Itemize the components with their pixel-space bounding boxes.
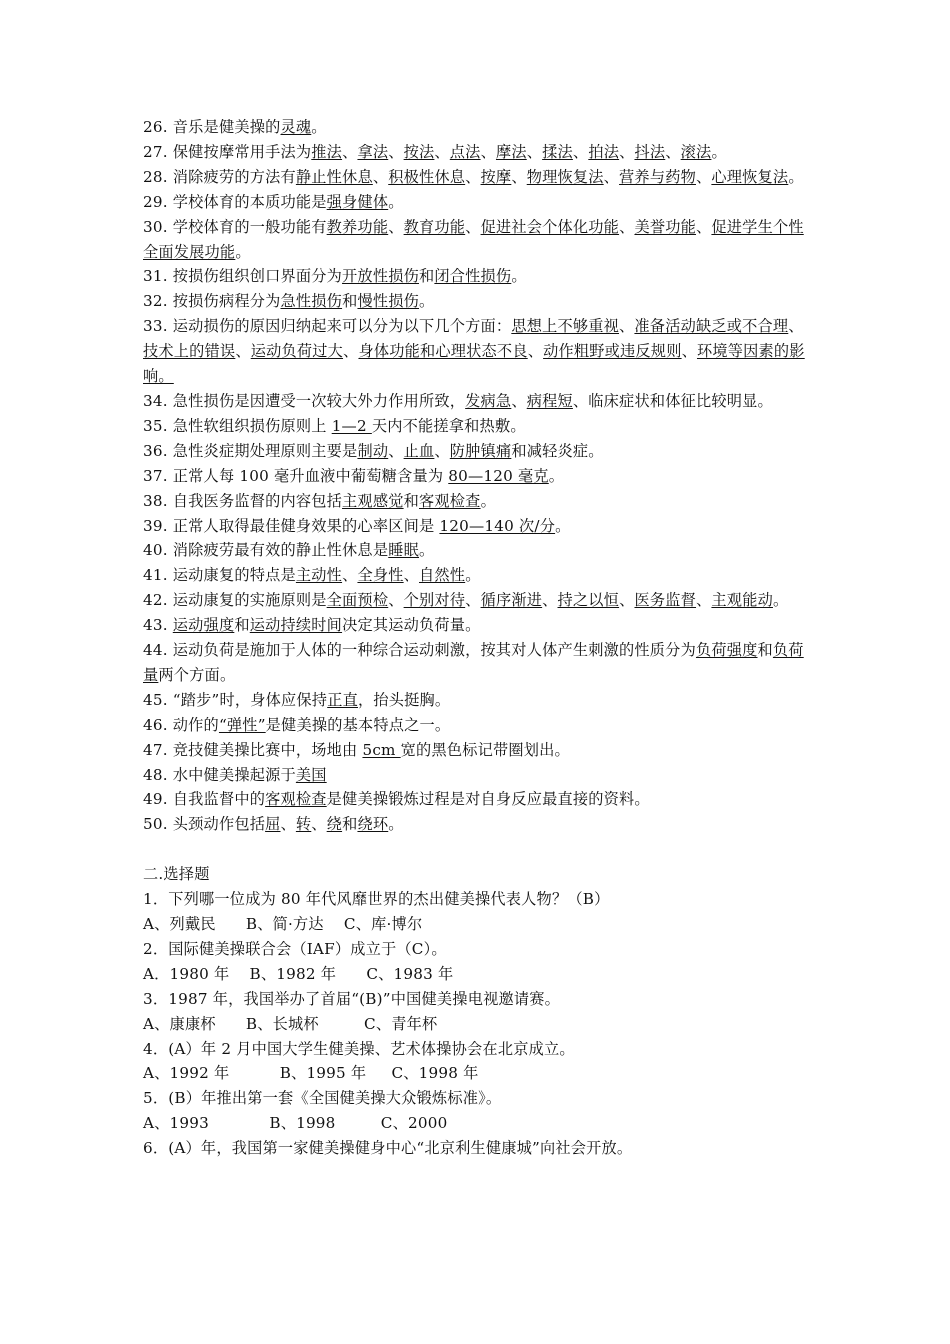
multiple-choice-list [143,887,811,1161]
answer-text: 营养与药物 [619,167,696,186]
answer-text: 医务监督 [634,591,697,610]
choice-options: A、列戴民 B、简·方达 C、库·博尔 [143,914,423,933]
question-text: 31. 按损伤组织创口界面分为 [143,267,343,286]
question-text: 。 [235,242,251,261]
answer-text: 80—120 毫克 [448,466,549,485]
question-text: 。 [388,815,404,834]
question-text: 、 [695,167,712,186]
question-text: 。 [419,541,435,560]
question-text: 宽的黑色标记带圈划出。 [400,740,570,759]
question-text: 50. 头颈动作包括 [143,815,266,834]
question-text: 、 [280,815,296,834]
choice-options: A、1992 年 B、1995 年 C、1998 年 [143,1064,479,1083]
question-text: 、 [619,317,635,336]
answer-text: 绕环 [357,815,389,834]
question-text: 34. 急性损伤是因遭受一次较大外力作用所致， [143,391,466,410]
fill-question [143,165,811,190]
question-text: 38. 自我医务监督的内容包括 [143,491,343,510]
answer-text: 促进学生个性全面发展功能 [143,217,804,261]
fill-question [143,115,811,140]
answer-text: 闭合性损伤 [434,267,512,286]
question-text: 、 [388,591,404,610]
question-text: 、 [619,217,635,236]
fill-question [143,215,811,265]
question-text: 、 [542,591,558,610]
question-text: 、 [603,167,620,186]
question-text: 和 [342,292,358,311]
question-text: 、 [465,591,481,610]
question-text: 。 [511,267,527,286]
question-text: 41. 运动康复的特点是 [143,566,296,585]
answer-text: 身体功能和心理状态不良 [358,342,528,361]
choice-question: 5．(B）年推出第一套《全国健美操大众锻炼标准》。 [143,1089,502,1108]
choice-question: 4．(A）年 2 月中国大学生健美操、艺术体操协会在北京成立。 [143,1039,575,1058]
question-text: 。 [711,142,727,161]
question-text: 28. 消除疲劳的方法有 [143,167,296,186]
question-text: 。 [311,118,327,136]
question-text: 26. 音乐是健美操的 [143,118,281,136]
question-text: 和 [403,491,419,510]
question-text: 43. [143,616,173,635]
section-title: 二.选择题 [143,865,210,884]
answer-text: 运动持续时间 [249,616,343,635]
answer-text: 拍法 [588,142,620,161]
question-text: 是健美操的基本特点之一。 [265,715,451,734]
question-text: 、临床症状和体征比较明显。 [572,391,773,410]
answer-text: 点法 [449,142,481,161]
answer-text: 主动性 [295,566,343,585]
question-text: 、 [342,566,358,585]
fill-question [143,538,811,563]
fill-question [143,713,811,738]
answer-text: 开放性损伤 [342,267,419,286]
question-text: 37. 正常人每 100 毫升血液中葡萄糖含量为 [143,466,449,485]
question-text: 、 [388,441,404,460]
question-text: 36. 急性炎症期处理原则主要是 [143,441,358,460]
question-text: 、 [572,142,589,161]
answer-text: 推法 [311,142,343,161]
question-text: 49. 自我监督中的 [143,790,266,809]
question-text: 。 [548,466,565,485]
fill-question [143,389,811,414]
answer-text: 按摩 [480,167,512,186]
question-text: 30. 学校体育的一般功能有 [143,217,327,236]
question-text: 和 [757,641,773,660]
answer-text: 动作粗野或违反规则 [543,342,682,361]
question-text: 和 [234,616,250,635]
choice-options: A、1993 B、1998 C、2000 [143,1114,448,1133]
question-text: 40. 消除疲劳最有效的静止性休息是 [143,541,389,560]
answer-text: 自然性 [419,566,466,585]
document-content [143,115,811,1161]
answer-text: 慢性损伤 [357,292,420,311]
fill-in-blank-list [143,115,811,837]
question-text: 。 [419,292,435,311]
question-text: 、 [788,317,804,336]
question-text: 和 [342,815,358,834]
answer-text: 促进社会个体化功能 [480,217,620,236]
question-text: 29. 学校体育的本质功能是 [143,192,327,211]
answer-text: 思想上不够重视 [511,317,620,336]
answer-text: 准备活动缺乏或不合理 [634,317,789,336]
answer-text: 运动负荷过大 [250,342,344,361]
fill-question [143,787,811,812]
question-text: 和 [418,267,435,286]
fill-question [143,489,811,514]
answer-text: 静止性休息 [295,167,373,186]
choice-options: A、康康杯 B、长城杯 C、青年杯 [143,1014,438,1033]
question-text: 、 [665,142,681,161]
question-text: ，抬头挺胸。 [357,690,451,709]
question-text: 、 [342,142,358,161]
question-text: 、 [696,591,712,610]
question-text: 44. 运动负荷是施加于人体的一种综合运动刺激，按其对人体产生刺激的性质分为 [143,641,696,660]
answer-text: 屈 [265,815,281,834]
answer-text: 环境等因素的影响。 [143,342,805,386]
question-text: 。 [480,491,496,510]
question-text: 、 [619,591,635,610]
answer-text: 120—140 次/分 [439,516,556,535]
answer-text: 全身性 [357,566,404,585]
answer-text: 拿法 [357,142,389,161]
question-text: 。 [555,516,571,535]
answer-text: 循序渐进 [480,591,543,610]
fill-question [143,812,811,837]
question-text: 、 [681,342,697,361]
question-text: 、 [388,142,404,161]
answer-text: 主观能动 [711,591,773,610]
question-text: 32. 按损伤病程分为 [143,292,281,311]
answer-text: 积极性休息 [388,167,466,186]
question-text: 。 [788,167,804,186]
answer-text: 运动强度 [172,616,235,635]
question-text: 天内不能搓拿和热敷。 [371,416,526,435]
fill-question [143,314,811,389]
answer-text: 1—2 [331,416,372,435]
answer-text: 转 [295,815,312,834]
question-text: 两个方面。 [158,665,236,684]
question-text: 、 [526,142,543,161]
question-text: 和减轻炎症。 [511,441,604,460]
question-text: 、 [619,142,635,161]
fill-question [143,588,811,613]
answer-text: 美誉功能 [634,217,697,236]
fill-question [143,464,811,489]
fill-question [143,514,811,539]
answer-text: 滚法 [680,142,712,161]
fill-question [143,638,811,688]
question-text: 27. 保健按摩常用手法为 [143,142,312,161]
fill-question [143,738,811,763]
question-text: 46. 动作的 [143,715,219,734]
fill-question [143,140,811,165]
question-text: 48. 水中健美操起源于 [143,765,296,784]
answer-text: “弹性” [218,715,266,734]
choice-options: A．1980 年 B、1982 年 C、1983 年 [143,964,454,983]
question-text: 。 [388,192,404,211]
fill-question [143,190,811,215]
answer-text: 美国 [295,765,327,784]
choice-question: 2．国际健美操联合会（IAF）成立于（C）。 [143,939,447,958]
answer-text: 全面预检 [326,591,389,610]
question-text: 、 [527,342,544,361]
answer-text: 发病急 [465,391,512,410]
answer-text: 强身健体 [326,192,389,211]
question-text: 、 [235,342,251,361]
fill-question [143,289,811,314]
question-text: 、 [465,167,481,186]
choice-question: 6．(A）年，我国第一家健美操健身中心“北京利生健康城”向社会开放。 [143,1139,633,1158]
question-text: 、 [696,217,712,236]
answer-text: 心理恢复法 [711,167,789,186]
question-text: 、 [343,342,359,361]
answer-text: 持之以恒 [557,591,620,610]
fill-question [143,264,811,289]
answer-text: 摩法 [495,142,527,161]
question-text: 42. 运动康复的实施原则是 [143,591,327,610]
question-text: 47. 竞技健美操比赛中，场地由 [143,740,363,759]
question-text: 决定其运动负荷量。 [342,616,481,635]
question-text: 、 [511,167,527,186]
answer-text: 负荷量 [143,641,804,684]
question-text: 39. 正常人取得最佳健身效果的心率区间是 [143,516,440,535]
question-text: 、 [465,217,481,236]
answer-text: 病程短 [526,391,573,410]
fill-question [143,763,811,788]
answer-text: 止血 [403,441,435,460]
question-text: 。 [772,591,789,610]
question-text: 、 [403,566,420,585]
question-text: 。 [465,566,481,585]
question-text: 、 [480,142,496,161]
question-text: 35. 急性软组织损伤原则上 [143,416,332,435]
answer-text: 防肿镇痛 [449,441,512,460]
answer-text: 个别对待 [403,591,466,610]
answer-text: 睡眠 [388,541,419,560]
answer-text: 物理恢复法 [526,167,604,186]
question-text: 是健美操锻炼过程是对自身反应最直接的资料。 [326,790,650,809]
answer-text: 客观检查 [265,790,327,809]
fill-question [143,414,811,439]
fill-question [143,563,811,588]
question-text: 、 [434,441,450,460]
question-text: 、 [388,217,404,236]
question-text: 、 [372,167,389,186]
answer-text: 绕 [326,815,343,834]
question-text: 、 [311,815,327,834]
answer-text: 揉法 [542,142,573,161]
answer-text: 主观感觉 [342,491,404,510]
answer-text: 制动 [357,441,389,460]
section-gap [143,837,811,862]
answer-text: 负荷强度 [695,641,758,660]
answer-text: 教养功能 [326,217,389,236]
choice-question: 1．下列哪一位成为 80 年代风靡世界的杰出健美操代表人物？（B） [143,890,610,909]
answer-text: 急性损伤 [280,292,343,311]
answer-text: 按法 [403,142,435,161]
choice-question: 3．1987 年，我国举办了首届“(B)”中国健美操电视邀请赛。 [143,989,561,1008]
answer-text: 抖法 [634,142,666,161]
answer-text: 客观检查 [419,491,481,510]
question-text: 、 [511,391,527,410]
question-text: 45. “踏步”时，身体应保持 [143,690,328,709]
fill-question [143,439,811,464]
answer-text: 正直 [327,690,358,709]
fill-question [143,613,811,638]
question-text: 、 [434,142,450,161]
answer-text: 教育功能 [403,217,466,236]
answer-text: 技术上的错误 [143,342,236,361]
fill-question [143,688,811,713]
answer-text: 灵魂 [280,118,312,136]
question-text: 33. 运动损伤的原因归纳起来可以分为以下几个方面： [143,317,512,336]
answer-text: 5cm [362,740,401,759]
